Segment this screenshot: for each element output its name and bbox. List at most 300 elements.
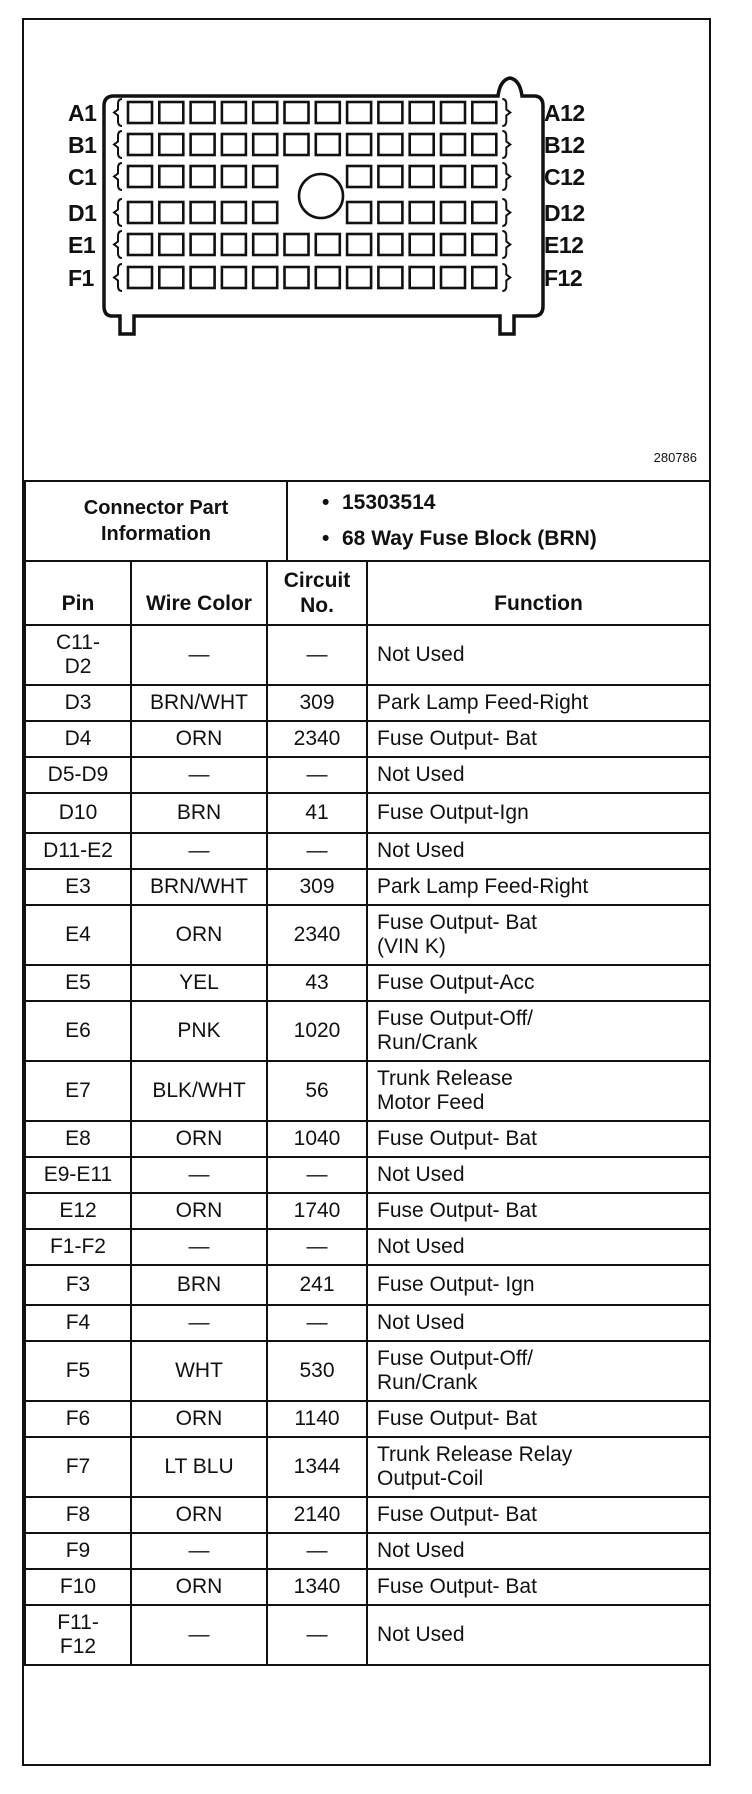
wire-color-cell-line: ORN	[175, 922, 223, 946]
wire-color-cell-line: ORN	[175, 1502, 223, 1526]
function-cell-line: Not Used	[377, 838, 465, 862]
pin-cell	[25, 625, 131, 685]
row-bracket-left	[114, 264, 122, 291]
function-cell	[367, 721, 710, 757]
function-cell-line: Fuse Output-Acc	[377, 970, 535, 994]
cavity-D3	[191, 202, 215, 223]
wire-color-cell	[131, 1437, 267, 1497]
function-cell-line: Fuse Output-Off/	[377, 1346, 534, 1370]
cavity-A1	[128, 102, 152, 123]
function-cell-line: Trunk Release Relay	[377, 1442, 573, 1466]
function-cell-line: Fuse Output- Bat	[377, 1198, 537, 1222]
row-label-right: E12	[544, 232, 584, 258]
cavity-F8	[347, 267, 371, 288]
cavity-F3	[191, 267, 215, 288]
wire-color-cell	[131, 1193, 267, 1229]
function-cell-line: Not Used	[377, 1234, 465, 1258]
cavity-E3	[191, 234, 215, 255]
cavity-D1	[128, 202, 152, 223]
wire-color-cell	[131, 1341, 267, 1401]
function-cell	[367, 685, 710, 721]
circuit-cell-line: 241	[299, 1272, 335, 1296]
cavity-C1	[128, 166, 152, 187]
circuit-cell	[267, 833, 367, 869]
function-cell-line: Not Used	[377, 642, 465, 666]
row-bracket-left	[114, 99, 122, 126]
header-circuit-line1: Circuit	[283, 568, 351, 592]
cavity-C5	[253, 166, 277, 187]
circuit-cell	[267, 1401, 367, 1437]
pin-cell-line: D10	[58, 800, 98, 824]
wire-color-cell-line: PNK	[177, 1018, 221, 1042]
pin-cell-line: F7	[65, 1454, 91, 1478]
wire-color-cell-line: ORN	[175, 1126, 223, 1150]
pin-cell-line: D5-D9	[47, 762, 109, 786]
table-row	[25, 869, 710, 905]
table-row	[25, 833, 710, 869]
circuit-cell-line: 1344	[293, 1454, 341, 1478]
wire-color-cell-line: YEL	[179, 970, 219, 994]
connector-description-bullet	[322, 521, 709, 557]
function-cell-line: Not Used	[377, 1622, 465, 1646]
cavity-F12	[472, 267, 496, 288]
cavity-E11	[441, 234, 465, 255]
function-cell	[367, 1497, 710, 1533]
cavity-E10	[410, 234, 434, 255]
row-label-right: C12	[544, 164, 585, 190]
wire-color-cell-line: —	[188, 1538, 210, 1562]
pin-cell-line: F5	[65, 1358, 91, 1382]
circuit-cell	[267, 721, 367, 757]
circuit-cell	[267, 793, 367, 833]
table-row	[25, 1193, 710, 1229]
function-cell-line: Not Used	[377, 1162, 465, 1186]
cavity-D2	[159, 202, 183, 223]
pin-cell-line: F3	[65, 1272, 91, 1296]
cavity-A4	[222, 102, 246, 123]
wire-color-cell	[131, 869, 267, 905]
cavity-B4	[222, 134, 246, 155]
center-bolt-hole	[299, 174, 343, 218]
function-cell	[367, 905, 710, 965]
wire-color-cell	[131, 721, 267, 757]
wire-color-cell-line: —	[188, 762, 210, 786]
circuit-cell	[267, 625, 367, 685]
pin-cell	[25, 1605, 131, 1665]
function-cell	[367, 625, 710, 685]
pin-cell	[25, 965, 131, 1001]
pin-cell	[25, 869, 131, 905]
circuit-cell	[267, 905, 367, 965]
bullet-icon: •	[322, 527, 330, 550]
pin-cell	[25, 1341, 131, 1401]
pin-cell	[25, 1265, 131, 1305]
circuit-cell-line: 1340	[293, 1574, 341, 1598]
table-row	[25, 1229, 710, 1265]
row-bracket-right	[502, 163, 510, 190]
cavity-D5	[253, 202, 277, 223]
wire-color-cell	[131, 1229, 267, 1265]
wire-color-cell	[131, 1061, 267, 1121]
function-cell-line: Fuse Output- Bat	[377, 1502, 537, 1526]
table-row	[25, 757, 710, 793]
cavity-B1	[128, 134, 152, 155]
table-row	[25, 685, 710, 721]
cavity-E5	[253, 234, 277, 255]
table-row	[25, 1265, 710, 1305]
pin-cell	[25, 1193, 131, 1229]
cavity-A5	[253, 102, 277, 123]
wire-color-cell-line: BLK/WHT	[152, 1078, 246, 1102]
wire-color-cell-line: BRN	[176, 800, 222, 824]
circuit-cell-line: —	[306, 1310, 328, 1334]
circuit-cell-line: 1040	[293, 1126, 341, 1150]
cavity-F7	[316, 267, 340, 288]
cavity-D11	[441, 202, 465, 223]
circuit-cell-line: —	[306, 1622, 328, 1646]
wire-color-cell	[131, 757, 267, 793]
cavity-C9	[378, 166, 402, 187]
pin-cell	[25, 1437, 131, 1497]
cavity-E6	[285, 234, 309, 255]
function-cell	[367, 869, 710, 905]
pin-cell-line: F4	[65, 1310, 91, 1334]
function-cell	[367, 1001, 710, 1061]
row-bracket-right	[502, 264, 510, 291]
table-row	[25, 1569, 710, 1605]
connector-part-information	[24, 480, 711, 562]
circuit-cell	[267, 1305, 367, 1341]
circuit-cell	[267, 1121, 367, 1157]
cavity-C10	[410, 166, 434, 187]
pin-cell	[25, 905, 131, 965]
connector-diagram	[24, 20, 709, 482]
wire-color-cell-line: —	[188, 642, 210, 666]
wire-color-cell-line: —	[188, 1310, 210, 1334]
circuit-cell-line: 2140	[293, 1502, 341, 1526]
wire-color-cell-line: BRN	[176, 1272, 222, 1296]
pin-cell	[25, 833, 131, 869]
circuit-cell	[267, 685, 367, 721]
row-bracket-right	[502, 231, 510, 258]
wire-color-cell-line: LT BLU	[164, 1454, 234, 1478]
wire-color-cell	[131, 625, 267, 685]
table-row	[25, 1341, 710, 1401]
cavity-A10	[410, 102, 434, 123]
cavity-E4	[222, 234, 246, 255]
table-row	[25, 1497, 710, 1533]
pin-cell-line: E6	[65, 1018, 91, 1042]
row-bracket-right	[502, 199, 510, 226]
wire-color-cell	[131, 1533, 267, 1569]
cavity-E7	[316, 234, 340, 255]
function-cell	[367, 1437, 710, 1497]
header-circuit-no	[267, 561, 367, 625]
table-row	[25, 793, 710, 833]
circuit-cell	[267, 1497, 367, 1533]
function-cell-line: Not Used	[377, 1538, 465, 1562]
cavity-C8	[347, 166, 371, 187]
cavity-C4	[222, 166, 246, 187]
cavity-B12	[472, 134, 496, 155]
function-cell	[367, 1061, 710, 1121]
circuit-cell	[267, 757, 367, 793]
function-cell-line: Not Used	[377, 762, 465, 786]
cavity-A12	[472, 102, 496, 123]
cavity-F9	[378, 267, 402, 288]
circuit-cell	[267, 1569, 367, 1605]
cavity-B9	[378, 134, 402, 155]
row-label-left: C1	[68, 164, 97, 190]
row-bracket-left	[114, 163, 122, 190]
circuit-cell	[267, 1605, 367, 1665]
bullet-icon: •	[322, 491, 330, 515]
wire-color-cell	[131, 833, 267, 869]
table-row	[25, 1437, 710, 1497]
cavity-C12	[472, 166, 496, 187]
connector-housing-outline	[104, 78, 543, 334]
function-cell	[367, 1533, 710, 1569]
pin-cell-line: F9	[65, 1538, 91, 1562]
wire-color-cell	[131, 1265, 267, 1305]
function-cell	[367, 1229, 710, 1265]
pin-cell-line: F8	[65, 1502, 91, 1526]
cavity-E1	[128, 234, 152, 255]
pin-cell	[25, 1497, 131, 1533]
circuit-cell-line: 1140	[294, 1406, 340, 1430]
wire-color-cell	[131, 685, 267, 721]
row-label-left: E1	[68, 232, 96, 258]
header-wire-color: Wire Color	[131, 561, 267, 625]
wire-color-cell-line: WHT	[175, 1358, 223, 1382]
header-circuit-line2: No.	[300, 594, 334, 617]
circuit-cell-line: —	[306, 1234, 328, 1258]
function-cell-line: Fuse Output- Bat	[377, 726, 537, 750]
function-cell-line: Fuse Output- Bat	[377, 910, 537, 934]
cavity-B8	[347, 134, 371, 155]
pin-cell-line: E3	[65, 874, 91, 898]
circuit-cell	[267, 1229, 367, 1265]
table-row	[25, 965, 710, 1001]
cavity-A8	[347, 102, 371, 123]
circuit-cell-line: 2340	[293, 726, 341, 750]
wire-color-cell	[131, 905, 267, 965]
circuit-cell-line: —	[306, 1538, 328, 1562]
cavity-E8	[347, 234, 371, 255]
row-bracket-left	[114, 199, 122, 226]
function-cell	[367, 833, 710, 869]
circuit-cell	[267, 1193, 367, 1229]
pin-cell	[25, 721, 131, 757]
circuit-cell	[267, 1437, 367, 1497]
function-cell	[367, 1157, 710, 1193]
circuit-cell	[267, 1001, 367, 1061]
cavity-E9	[378, 234, 402, 255]
table-row	[25, 1061, 710, 1121]
pin-cell-line: E8	[65, 1126, 91, 1150]
pin-cell	[25, 1569, 131, 1605]
connector-info-values	[287, 481, 710, 561]
function-cell	[367, 1569, 710, 1605]
cavity-F4	[222, 267, 246, 288]
pin-cell	[25, 1061, 131, 1121]
row-bracket-left	[114, 131, 122, 158]
circuit-cell-line: —	[306, 642, 328, 666]
wire-color-cell	[131, 1001, 267, 1061]
pin-cell-line: D11-E2	[43, 838, 113, 862]
cavity-F6	[285, 267, 309, 288]
function-cell	[367, 1605, 710, 1665]
cavity-B10	[410, 134, 434, 155]
part-number-bullet	[322, 485, 709, 521]
function-cell-line: Fuse Output- Bat	[377, 1126, 537, 1150]
figure-id: 280786	[653, 450, 697, 465]
cavity-D12	[472, 202, 496, 223]
circuit-cell	[267, 1265, 367, 1305]
pin-cell-line: E4	[65, 922, 91, 946]
function-cell-line: Run/Crank	[377, 1371, 478, 1394]
table-row	[25, 1157, 710, 1193]
table-row	[25, 1121, 710, 1157]
function-cell-line: Park Lamp Feed-Right	[377, 874, 589, 898]
circuit-cell-line: —	[306, 838, 328, 862]
table-row	[25, 625, 710, 685]
cavity-F10	[410, 267, 434, 288]
row-label-left: A1	[68, 100, 97, 126]
row-bracket-right	[502, 99, 510, 126]
wire-color-cell-line: —	[188, 838, 210, 862]
pin-cell-line: F12	[59, 1635, 97, 1658]
pin-cell-line: E7	[65, 1078, 91, 1102]
cavity-D9	[378, 202, 402, 223]
pin-cell-line: F1-F2	[49, 1234, 106, 1258]
pin-cell	[25, 1001, 131, 1061]
cavity-D4	[222, 202, 246, 223]
wire-color-cell-line: —	[188, 1234, 210, 1258]
circuit-cell-line: 43	[305, 970, 329, 994]
cavity-A2	[159, 102, 183, 123]
pin-cell-line: E5	[65, 970, 91, 994]
table-row	[25, 721, 710, 757]
circuit-cell-line: 41	[305, 800, 329, 824]
function-cell-line: Fuse Output-Off/	[377, 1006, 534, 1030]
row-bracket-right	[502, 131, 510, 158]
wire-color-cell	[131, 1497, 267, 1533]
row-label-right: F12	[544, 265, 583, 291]
row-label-left: F1	[68, 265, 94, 291]
pin-cell	[25, 1401, 131, 1437]
function-cell-line: Motor Feed	[377, 1091, 485, 1114]
row-label-left: D1	[68, 200, 97, 226]
wire-color-cell	[131, 1121, 267, 1157]
wire-color-cell-line: BRN/WHT	[150, 690, 248, 714]
cavity-A7	[316, 102, 340, 123]
circuit-cell-line: 309	[299, 874, 335, 898]
cavity-A9	[378, 102, 402, 123]
circuit-cell-line: 530	[299, 1358, 335, 1382]
function-cell-line: Not Used	[377, 1310, 465, 1334]
wire-color-cell-line: ORN	[175, 1198, 223, 1222]
circuit-cell-line: 1740	[293, 1198, 341, 1222]
wire-color-cell	[131, 1401, 267, 1437]
function-cell	[367, 1305, 710, 1341]
cavity-D8	[347, 202, 371, 223]
function-cell	[367, 793, 710, 833]
wire-color-cell	[131, 793, 267, 833]
function-cell-line: Fuse Output- Ign	[377, 1272, 535, 1296]
function-cell-line: Fuse Output-Ign	[377, 800, 529, 824]
function-cell	[367, 1265, 710, 1305]
connector-description: 68 Way Fuse Block (BRN)	[342, 527, 597, 550]
cavity-B7	[316, 134, 340, 155]
row-label-right: B12	[544, 132, 585, 158]
pin-cell-line: E9-E11	[43, 1162, 113, 1186]
wire-color-cell-line: BRN/WHT	[150, 874, 248, 898]
cavity-A3	[191, 102, 215, 123]
table-row	[25, 1605, 710, 1665]
part-number: 15303514	[342, 491, 436, 515]
pin-cell	[25, 1229, 131, 1265]
pin-cell	[25, 1305, 131, 1341]
table-row	[25, 1533, 710, 1569]
circuit-cell-line: —	[306, 762, 328, 786]
wire-color-cell	[131, 965, 267, 1001]
pin-cell-line: D3	[64, 690, 92, 714]
pin-cell-line: E12	[59, 1198, 97, 1222]
cavity-A6	[285, 102, 309, 123]
circuit-cell-line: —	[306, 1162, 328, 1186]
function-cell-line: Fuse Output- Bat	[377, 1574, 537, 1598]
circuit-cell-line: 2340	[293, 922, 341, 946]
cavity-B6	[285, 134, 309, 155]
pin-cell	[25, 793, 131, 833]
cavity-C11	[441, 166, 465, 187]
circuit-cell	[267, 869, 367, 905]
row-bracket-left	[114, 231, 122, 258]
cavity-A11	[441, 102, 465, 123]
cavity-F1	[128, 267, 152, 288]
table-row	[25, 1305, 710, 1341]
cavity-C2	[159, 166, 183, 187]
pin-cell	[25, 1157, 131, 1193]
pin-cell-line: D2	[64, 655, 92, 678]
function-cell-line: Run/Crank	[377, 1031, 478, 1054]
wire-color-cell-line: ORN	[175, 726, 223, 750]
pin-cell	[25, 757, 131, 793]
wire-color-cell	[131, 1157, 267, 1193]
function-cell	[367, 1193, 710, 1229]
row-label-right: D12	[544, 200, 585, 226]
pin-cell-line: C11-	[56, 630, 100, 654]
function-cell-line: Park Lamp Feed-Right	[377, 690, 589, 714]
table-row	[25, 905, 710, 965]
function-cell	[367, 757, 710, 793]
pin-cell-line: D4	[64, 726, 92, 750]
connector-info-label-line1: Connector Part	[83, 497, 229, 519]
function-cell	[367, 965, 710, 1001]
cavity-E2	[159, 234, 183, 255]
function-cell-line: (VIN K)	[377, 935, 446, 958]
wire-color-cell-line: ORN	[175, 1406, 223, 1430]
pin-cell	[25, 1121, 131, 1157]
header-pin: Pin	[25, 561, 131, 625]
circuit-cell-line: 1020	[293, 1018, 341, 1042]
table-row	[25, 1401, 710, 1437]
wire-color-cell-line: —	[188, 1162, 210, 1186]
circuit-cell-line: 309	[299, 690, 335, 714]
cavity-F5	[253, 267, 277, 288]
circuit-cell	[267, 1157, 367, 1193]
